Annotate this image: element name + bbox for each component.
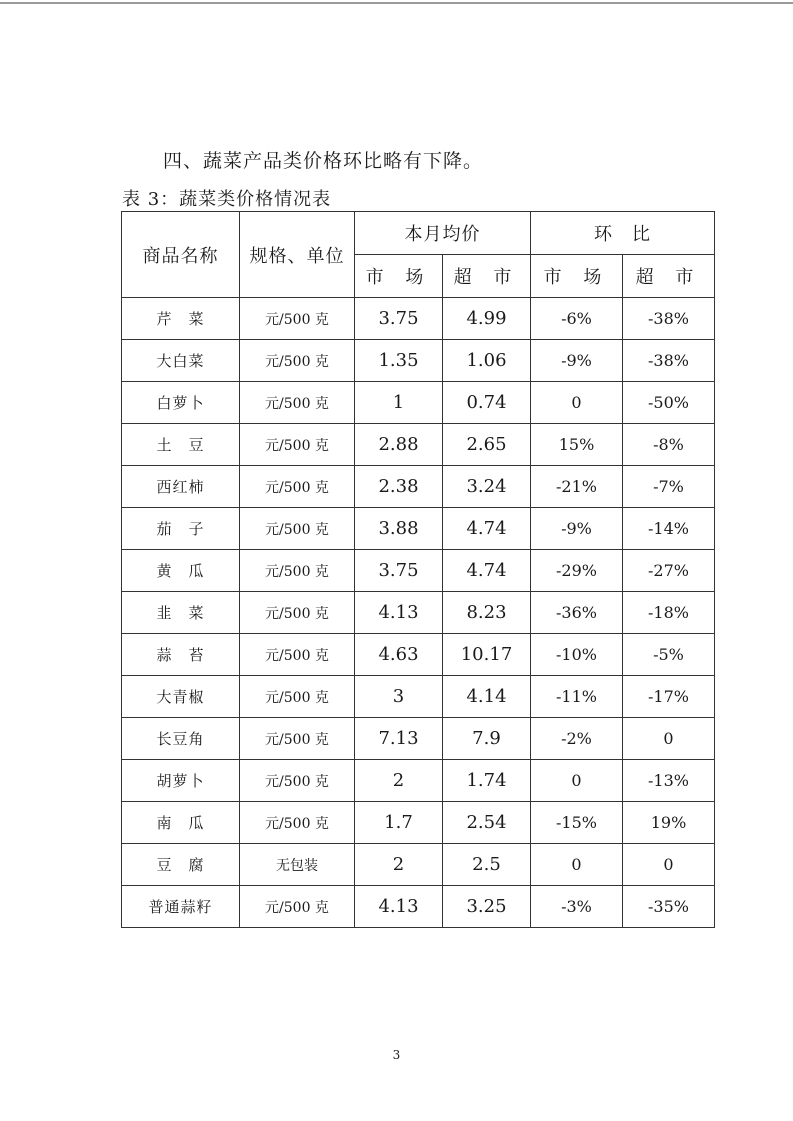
cell-market-mom: 0 <box>531 382 623 424</box>
cell-market-mom: -15% <box>531 802 623 844</box>
cell-supermarket-mom: -38% <box>623 340 715 382</box>
cell-market-mom: -9% <box>531 340 623 382</box>
cell-market-mom: -29% <box>531 550 623 592</box>
cell-product-name: 黄 瓜 <box>122 550 240 592</box>
cell-spec-unit: 元/500 克 <box>240 718 355 760</box>
table-row <box>122 844 715 886</box>
cell-product-name: 茄 子 <box>122 508 240 550</box>
header-market-mom: 市 场 <box>531 255 623 298</box>
header-row-top <box>122 212 715 255</box>
cell-product-name: 西红柿 <box>122 466 240 508</box>
cell-product-name: 白萝卜 <box>122 382 240 424</box>
cell-spec-unit: 元/500 克 <box>240 760 355 802</box>
cell-market-price: 7.13 <box>355 718 443 760</box>
cell-market-mom: -11% <box>531 676 623 718</box>
cell-spec-unit: 元/500 克 <box>240 466 355 508</box>
cell-market-price: 3.75 <box>355 298 443 340</box>
cell-supermarket-mom: -7% <box>623 466 715 508</box>
cell-market-price: 1 <box>355 382 443 424</box>
cell-supermarket-price: 8.23 <box>443 592 531 634</box>
cell-supermarket-price: 0.74 <box>443 382 531 424</box>
header-monthly-avg-price: 本月均价 <box>355 212 531 255</box>
cell-supermarket-price: 7.9 <box>443 718 531 760</box>
cell-product-name: 大白菜 <box>122 340 240 382</box>
table-row <box>122 508 715 550</box>
cell-market-price: 2 <box>355 844 443 886</box>
cell-supermarket-mom: -18% <box>623 592 715 634</box>
table-row <box>122 676 715 718</box>
cell-product-name: 豆 腐 <box>122 844 240 886</box>
cell-market-price: 1.35 <box>355 340 443 382</box>
cell-product-name: 南 瓜 <box>122 802 240 844</box>
table-row <box>122 718 715 760</box>
table-row <box>122 424 715 466</box>
vegetable-price-table <box>121 211 715 928</box>
cell-spec-unit: 元/500 克 <box>240 592 355 634</box>
cell-product-name: 芹 菜 <box>122 298 240 340</box>
cell-spec-unit: 元/500 克 <box>240 382 355 424</box>
table-row <box>122 886 715 928</box>
cell-supermarket-price: 3.25 <box>443 886 531 928</box>
header-market-price: 市 场 <box>355 255 443 298</box>
cell-supermarket-mom: 0 <box>623 844 715 886</box>
cell-market-mom: -6% <box>531 298 623 340</box>
section-heading: 四、蔬菜产品类价格环比略有下降。 <box>163 150 484 172</box>
cell-spec-unit: 元/500 克 <box>240 676 355 718</box>
cell-supermarket-price: 10.17 <box>443 634 531 676</box>
page-number: 3 <box>392 1048 401 1062</box>
cell-supermarket-price: 2.65 <box>443 424 531 466</box>
table-row <box>122 298 715 340</box>
cell-supermarket-price: 2.5 <box>443 844 531 886</box>
header-spec-unit: 规格、单位 <box>240 212 355 298</box>
cell-market-mom: 15% <box>531 424 623 466</box>
cell-supermarket-price: 2.54 <box>443 802 531 844</box>
cell-supermarket-mom: -35% <box>623 886 715 928</box>
header-product-name: 商品名称 <box>122 212 240 298</box>
cell-market-mom: -10% <box>531 634 623 676</box>
cell-supermarket-price: 4.74 <box>443 508 531 550</box>
header-supermarket-price: 超 市 <box>443 255 531 298</box>
cell-supermarket-price: 4.14 <box>443 676 531 718</box>
cell-supermarket-mom: -27% <box>623 550 715 592</box>
cell-supermarket-price: 3.24 <box>443 466 531 508</box>
table-row <box>122 466 715 508</box>
header-supermarket-mom: 超 市 <box>623 255 715 298</box>
cell-supermarket-price: 1.06 <box>443 340 531 382</box>
cell-market-price: 4.13 <box>355 592 443 634</box>
cell-supermarket-mom: -8% <box>623 424 715 466</box>
table-body <box>122 298 715 928</box>
table-row <box>122 592 715 634</box>
cell-market-mom: -9% <box>531 508 623 550</box>
cell-market-price: 4.63 <box>355 634 443 676</box>
cell-supermarket-mom: -5% <box>623 634 715 676</box>
cell-product-name: 胡萝卜 <box>122 760 240 802</box>
cell-spec-unit: 元/500 克 <box>240 298 355 340</box>
table-row <box>122 550 715 592</box>
table-row <box>122 340 715 382</box>
table-row <box>122 760 715 802</box>
cell-supermarket-price: 1.74 <box>443 760 531 802</box>
cell-supermarket-mom: -14% <box>623 508 715 550</box>
cell-market-price: 1.7 <box>355 802 443 844</box>
cell-market-mom: -21% <box>531 466 623 508</box>
table-row <box>122 382 715 424</box>
cell-spec-unit: 元/500 克 <box>240 508 355 550</box>
cell-product-name: 韭 菜 <box>122 592 240 634</box>
cell-spec-unit: 元/500 克 <box>240 340 355 382</box>
cell-market-price: 2.38 <box>355 466 443 508</box>
cell-spec-unit: 元/500 克 <box>240 634 355 676</box>
cell-market-mom: -2% <box>531 718 623 760</box>
cell-product-name: 土 豆 <box>122 424 240 466</box>
cell-market-mom: 0 <box>531 760 623 802</box>
cell-product-name: 大青椒 <box>122 676 240 718</box>
cell-supermarket-price: 4.99 <box>443 298 531 340</box>
cell-spec-unit: 元/500 克 <box>240 802 355 844</box>
cell-supermarket-mom: 0 <box>623 718 715 760</box>
cell-market-price: 3 <box>355 676 443 718</box>
cell-spec-unit: 元/500 克 <box>240 550 355 592</box>
table-row <box>122 802 715 844</box>
cell-market-mom: -3% <box>531 886 623 928</box>
cell-supermarket-mom: -38% <box>623 298 715 340</box>
cell-market-price: 3.88 <box>355 508 443 550</box>
cell-supermarket-mom: -17% <box>623 676 715 718</box>
cell-product-name: 普通蒜籽 <box>122 886 240 928</box>
scan-top-border <box>0 2 793 4</box>
cell-product-name: 蒜 苔 <box>122 634 240 676</box>
cell-supermarket-mom: 19% <box>623 802 715 844</box>
cell-market-price: 3.75 <box>355 550 443 592</box>
cell-spec-unit: 元/500 克 <box>240 886 355 928</box>
cell-supermarket-price: 4.74 <box>443 550 531 592</box>
table-caption: 表 3：蔬菜类价格情况表 <box>122 189 332 210</box>
cell-market-price: 2.88 <box>355 424 443 466</box>
cell-supermarket-mom: -13% <box>623 760 715 802</box>
cell-market-mom: -36% <box>531 592 623 634</box>
cell-market-price: 2 <box>355 760 443 802</box>
cell-product-name: 长豆角 <box>122 718 240 760</box>
header-month-on-month: 环 比 <box>531 212 715 255</box>
cell-supermarket-mom: -50% <box>623 382 715 424</box>
cell-market-price: 4.13 <box>355 886 443 928</box>
cell-market-mom: 0 <box>531 844 623 886</box>
table-row <box>122 634 715 676</box>
cell-spec-unit: 无包装 <box>240 844 355 886</box>
cell-spec-unit: 元/500 克 <box>240 424 355 466</box>
